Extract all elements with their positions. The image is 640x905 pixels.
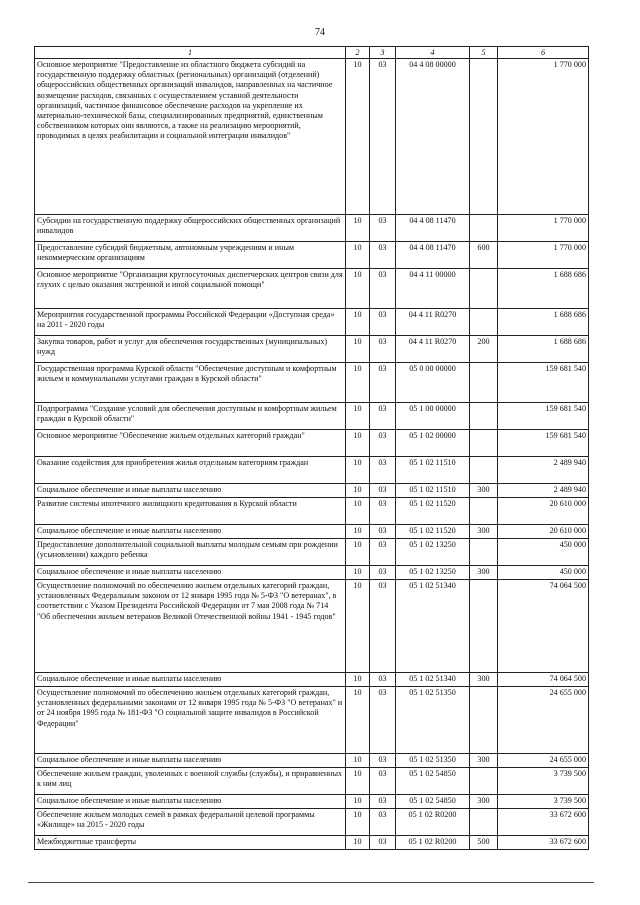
table-row	[35, 484, 589, 498]
cell-expense-type	[470, 809, 498, 836]
cell-section: 10	[346, 269, 370, 309]
cell-amount: 74 064 500	[498, 580, 589, 673]
cell-amount: 1 770 000	[498, 215, 589, 242]
cell-section: 10	[346, 768, 370, 795]
page-number: 74	[315, 27, 325, 38]
cell-expense-type	[470, 687, 498, 754]
cell-amount: 450 000	[498, 539, 589, 566]
table-row	[35, 430, 589, 457]
cell-subsection: 03	[370, 673, 396, 687]
cell-expense-type: 300	[470, 525, 498, 539]
cell-section: 10	[346, 457, 370, 484]
cell-amount: 3 739 500	[498, 795, 589, 809]
cell-expense-type	[470, 539, 498, 566]
cell-subsection: 03	[370, 430, 396, 457]
table-row	[35, 336, 589, 363]
cell-name: Государственная программа Курской области "Обеспечение доступным и комфортным жильем и коммунальными услугами граждан в Курской области"	[35, 363, 346, 403]
cell-subsection: 03	[370, 836, 396, 850]
cell-section: 10	[346, 687, 370, 754]
table-row	[35, 269, 589, 309]
cell-subsection: 03	[370, 59, 396, 215]
table-row	[35, 309, 589, 336]
cell-subsection: 03	[370, 363, 396, 403]
cell-name: Мероприятия государственной программы Российской Федерации «Доступная среда» на 2011 - 2020 годы	[35, 309, 346, 336]
cell-subsection: 03	[370, 269, 396, 309]
table-row	[35, 754, 589, 768]
cell-expense-type: 300	[470, 754, 498, 768]
cell-amount: 20 610 000	[498, 525, 589, 539]
cell-section: 10	[346, 566, 370, 580]
table-row	[35, 768, 589, 795]
table-header-row	[35, 47, 589, 59]
cell-target-article: 05 1 00 00000	[396, 403, 470, 430]
cell-subsection: 03	[370, 457, 396, 484]
cell-section: 10	[346, 795, 370, 809]
cell-section: 10	[346, 539, 370, 566]
table-row	[35, 59, 589, 215]
cell-name: Осуществление полномочий по обеспечению жильем отдельных категорий граждан, установленных федеральными законами от 12 января 1995 года № 5-ФЗ "О ветеранах" и от 24 ноября 1995 года № 181-ФЗ "О социальной защите инвалидов в Российской Федерации"	[35, 687, 346, 754]
cell-name: Социальное обеспечение и иные выплаты населению	[35, 795, 346, 809]
cell-name: Предоставление дополнительной социальной выплаты молодым семьям при рождении (усыновлении) каждого ребенка	[35, 539, 346, 566]
cell-target-article: 05 1 02 51340	[396, 580, 470, 673]
cell-expense-type	[470, 215, 498, 242]
cell-name: Социальное обеспечение и иные выплаты населению	[35, 566, 346, 580]
cell-amount: 24 655 000	[498, 754, 589, 768]
cell-expense-type	[470, 580, 498, 673]
table-row	[35, 242, 589, 269]
budget-table	[34, 46, 589, 850]
cell-name: Оказание содействия для приобретения жилья отдельным категориям граждан	[35, 457, 346, 484]
cell-name: Социальное обеспечение и иные выплаты населению	[35, 754, 346, 768]
table-row	[35, 580, 589, 673]
cell-section: 10	[346, 363, 370, 403]
cell-expense-type	[470, 457, 498, 484]
cell-section: 10	[346, 215, 370, 242]
cell-expense-type: 300	[470, 566, 498, 580]
cell-name: Закупка товаров, работ и услуг для обеспечения государственных (муниципальных) нужд	[35, 336, 346, 363]
cell-expense-type	[470, 59, 498, 215]
cell-amount: 20 610 000	[498, 498, 589, 525]
cell-amount: 1 770 000	[498, 242, 589, 269]
cell-name: Осуществление полномочий по обеспечению жильем отдельных категорий граждан, установленных Федеральным законом от 12 января 1995 года № 5-ФЗ "О ветеранах", в соответствии с Указом Президента Российской Федерации от 7 мая 2008 года № 714 "Об обеспечении жильем ветеранов Великой Отечественной войны 1941 - 1945 годов"	[35, 580, 346, 673]
cell-amount: 450 000	[498, 566, 589, 580]
cell-subsection: 03	[370, 242, 396, 269]
cell-name: Социальное обеспечение и иные выплаты населению	[35, 484, 346, 498]
cell-amount: 159 681 540	[498, 430, 589, 457]
cell-amount: 159 681 540	[498, 403, 589, 430]
cell-subsection: 03	[370, 768, 396, 795]
cell-subsection: 03	[370, 484, 396, 498]
cell-amount: 74 064 500	[498, 673, 589, 687]
cell-expense-type	[470, 768, 498, 795]
table-row	[35, 215, 589, 242]
cell-target-article: 04 4 11 00000	[396, 269, 470, 309]
cell-name: Основное мероприятие "Обеспечение жильем отдельных категорий граждан"	[35, 430, 346, 457]
cell-amount: 3 739 500	[498, 768, 589, 795]
cell-name: Межбюджетные трансферты	[35, 836, 346, 850]
column-header: 2	[346, 47, 370, 59]
table-row	[35, 457, 589, 484]
column-header: 5	[470, 47, 498, 59]
cell-amount: 33 672 600	[498, 809, 589, 836]
cell-name: Социальное обеспечение и иные выплаты населению	[35, 673, 346, 687]
cell-subsection: 03	[370, 403, 396, 430]
cell-target-article: 05 1 02 51350	[396, 687, 470, 754]
cell-section: 10	[346, 430, 370, 457]
cell-section: 10	[346, 836, 370, 850]
table-row	[35, 403, 589, 430]
table-row	[35, 566, 589, 580]
cell-target-article: 05 1 02 51340	[396, 673, 470, 687]
cell-expense-type	[470, 309, 498, 336]
cell-section: 10	[346, 59, 370, 215]
cell-expense-type	[470, 403, 498, 430]
cell-name: Основное мероприятие "Предоставление из областного бюджета субсидий на государственную поддержку областных (региональных) организаций (отделений) общероссийских общественных организаций инвалидов, направленных на частичное возмещение расходов, связанных с осуществлением уставной деятельности организаций, частичное финансовое обеспечение расходов на укрепление их материально-технической базы, специализированных предприятий, единственным собственником которых они являются, а также на реализацию мероприятий, проводимых в целях реабилитации и социальной интеграции инвалидов"	[35, 59, 346, 215]
cell-section: 10	[346, 754, 370, 768]
cell-name: Основное мероприятие "Организация круглосуточных диспетчерских центров связи для глухих с целью оказания экстренной и иной социальной помощи"	[35, 269, 346, 309]
cell-name: Обеспечение жильем молодых семей в рамках федеральной целевой программы «Жилище» на 2015 - 2020 годы	[35, 809, 346, 836]
column-header: 6	[498, 47, 589, 59]
cell-subsection: 03	[370, 687, 396, 754]
column-header: 4	[396, 47, 470, 59]
cell-target-article: 05 1 02 54850	[396, 795, 470, 809]
cell-name: Субсидии на государственную поддержку общероссийских общественных организаций инвалидов	[35, 215, 346, 242]
table-row	[35, 836, 589, 850]
cell-section: 10	[346, 525, 370, 539]
table-row	[35, 539, 589, 566]
cell-expense-type: 500	[470, 836, 498, 850]
cell-target-article: 05 0 00 00000	[396, 363, 470, 403]
cell-name: Развитие системы ипотечного жилищного кредитования в Курской области	[35, 498, 346, 525]
cell-amount: 1 688 686	[498, 309, 589, 336]
cell-name: Подпрограмма "Создание условий для обеспечения доступным и комфортным жильем граждан в Курской области"	[35, 403, 346, 430]
table-row	[35, 673, 589, 687]
cell-amount: 1 688 686	[498, 269, 589, 309]
table-row	[35, 498, 589, 525]
cell-target-article: 05 1 02 11520	[396, 525, 470, 539]
cell-target-article: 04 4 08 00000	[396, 59, 470, 215]
cell-target-article: 05 1 02 R0200	[396, 836, 470, 850]
cell-subsection: 03	[370, 754, 396, 768]
cell-amount: 33 672 600	[498, 836, 589, 850]
cell-section: 10	[346, 673, 370, 687]
cell-subsection: 03	[370, 795, 396, 809]
cell-section: 10	[346, 242, 370, 269]
cell-name: Предоставление субсидий бюджетным, автономным учреждениям и иным некоммерческим организациям	[35, 242, 346, 269]
cell-section: 10	[346, 498, 370, 525]
cell-expense-type: 200	[470, 336, 498, 363]
cell-target-article: 04 4 11 R0270	[396, 336, 470, 363]
cell-expense-type	[470, 363, 498, 403]
cell-target-article: 05 1 02 51350	[396, 754, 470, 768]
page-bottom-rule	[28, 882, 594, 883]
cell-target-article: 05 1 02 11520	[396, 498, 470, 525]
cell-subsection: 03	[370, 539, 396, 566]
cell-target-article: 04 4 08 11470	[396, 215, 470, 242]
cell-amount: 1 770 000	[498, 59, 589, 215]
cell-expense-type	[470, 498, 498, 525]
cell-amount: 159 681 540	[498, 363, 589, 403]
cell-subsection: 03	[370, 215, 396, 242]
cell-target-article: 05 1 02 11510	[396, 484, 470, 498]
table-row	[35, 809, 589, 836]
cell-section: 10	[346, 403, 370, 430]
table-row	[35, 363, 589, 403]
cell-target-article: 05 1 02 11510	[396, 457, 470, 484]
column-header: 3	[370, 47, 396, 59]
cell-expense-type	[470, 430, 498, 457]
table-row	[35, 687, 589, 754]
cell-target-article: 05 1 02 13250	[396, 566, 470, 580]
cell-amount: 1 688 686	[498, 336, 589, 363]
cell-subsection: 03	[370, 580, 396, 673]
cell-section: 10	[346, 484, 370, 498]
cell-section: 10	[346, 309, 370, 336]
cell-target-article: 05 1 02 54850	[396, 768, 470, 795]
cell-target-article: 05 1 02 00000	[396, 430, 470, 457]
cell-subsection: 03	[370, 336, 396, 363]
cell-amount: 24 655 000	[498, 687, 589, 754]
cell-target-article: 05 1 02 R0200	[396, 809, 470, 836]
cell-expense-type: 600	[470, 242, 498, 269]
cell-amount: 2 489 940	[498, 457, 589, 484]
cell-subsection: 03	[370, 498, 396, 525]
cell-target-article: 04 4 11 R0270	[396, 309, 470, 336]
cell-subsection: 03	[370, 809, 396, 836]
cell-subsection: 03	[370, 309, 396, 336]
cell-section: 10	[346, 580, 370, 673]
column-header: 1	[35, 47, 346, 59]
cell-target-article: 05 1 02 13250	[396, 539, 470, 566]
cell-amount: 2 489 940	[498, 484, 589, 498]
cell-section: 10	[346, 336, 370, 363]
table-row	[35, 525, 589, 539]
cell-expense-type: 300	[470, 673, 498, 687]
cell-name: Обеспечение жильем граждан, уволенных с военной службы (службы), и приравненных к ним лиц	[35, 768, 346, 795]
cell-name: Социальное обеспечение и иные выплаты населению	[35, 525, 346, 539]
cell-subsection: 03	[370, 566, 396, 580]
cell-expense-type	[470, 269, 498, 309]
cell-expense-type: 300	[470, 795, 498, 809]
cell-subsection: 03	[370, 525, 396, 539]
table-row	[35, 795, 589, 809]
cell-target-article: 04 4 08 11470	[396, 242, 470, 269]
cell-section: 10	[346, 809, 370, 836]
cell-expense-type: 300	[470, 484, 498, 498]
